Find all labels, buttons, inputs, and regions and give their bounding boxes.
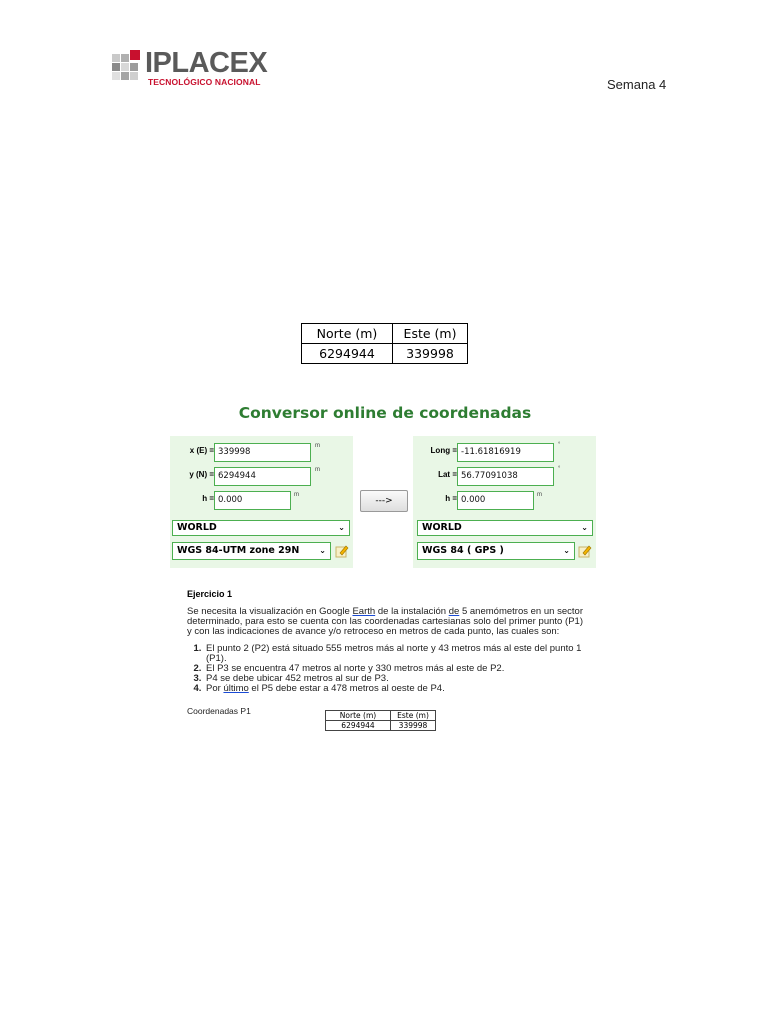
convert-button[interactable]: ---> xyxy=(360,490,408,512)
system-selected: WGS 84 ( GPS ) xyxy=(422,545,504,556)
long-label: Long = xyxy=(430,446,457,455)
source-panel xyxy=(170,436,353,568)
instructions-list xyxy=(187,644,583,694)
intro-earth: Earth xyxy=(352,606,376,617)
region-selected: WORLD xyxy=(422,522,462,533)
converter-title: Conversor online de coordenadas xyxy=(238,404,532,422)
region-select[interactable] xyxy=(172,520,350,536)
h-unit: m xyxy=(294,492,299,498)
exercise-block xyxy=(187,589,583,716)
exercise-intro xyxy=(187,607,583,637)
iplacex-logo xyxy=(112,47,272,90)
list-item: 1. El punto 2 (P2) está situado 555 metros más al norte y 43 metros más al este del punto 1 (P1). xyxy=(204,644,583,664)
lat-label: Lat = xyxy=(438,470,457,479)
brand-name: IPLACEX xyxy=(145,47,268,79)
y-unit: m xyxy=(315,467,320,473)
table-row xyxy=(326,721,436,731)
list-item xyxy=(204,684,583,694)
edit-note-icon[interactable] xyxy=(335,544,349,558)
table-cell: 6294944 xyxy=(302,344,393,364)
region-select[interactable] xyxy=(417,520,593,536)
intro-text: Se necesita la visualización en Google xyxy=(187,606,353,617)
chevron-down-icon: ⌄ xyxy=(319,546,326,555)
table-header-cell: Este (m) xyxy=(393,324,468,344)
intro-text: 5 anemómetros en un sector determinado, para esto se cuenta con las coordenadas cartesianas solo del primer punto (P1) y con las indicaciones de avance y/o retroceso en metros de cada punto, las cuales son: xyxy=(187,606,583,637)
lat-unit: ° xyxy=(558,466,561,472)
table-cell: 339998 xyxy=(391,721,436,731)
intro-text: de la instalación xyxy=(375,606,449,617)
table-header-row xyxy=(326,711,436,721)
p1-label: Coordenadas P1 xyxy=(187,706,251,716)
y-input[interactable]: 6294944 xyxy=(214,467,311,486)
table-header-row xyxy=(302,324,468,344)
region-selected: WORLD xyxy=(177,522,217,533)
list-item: 2. El P3 se encuentra 47 metros al norte y 330 metros más al este de P2. xyxy=(204,664,583,674)
edit-note-icon[interactable] xyxy=(578,544,592,558)
brand-tagline: TECNOLÓGICO NACIONAL xyxy=(148,77,261,87)
table-cell: 6294944 xyxy=(326,721,391,731)
h-input[interactable]: 0.000 xyxy=(214,491,291,510)
y-label: y (N) = xyxy=(189,470,214,479)
x-input[interactable]: 339998 xyxy=(214,443,311,462)
h-label: h = xyxy=(202,494,214,503)
table-header-cell: Norte (m) xyxy=(326,711,391,721)
system-select[interactable] xyxy=(417,542,575,560)
item-text: el P5 debe estar a 478 metros al oeste de P4. xyxy=(248,683,445,694)
system-select[interactable] xyxy=(172,542,331,560)
table-cell: 339998 xyxy=(393,344,468,364)
table-header-cell: Este (m) xyxy=(391,711,436,721)
x-unit: m xyxy=(315,443,320,449)
long-input[interactable]: -11.61816919 xyxy=(457,443,554,462)
h-input[interactable]: 0.000 xyxy=(457,491,534,510)
target-panel xyxy=(413,436,596,568)
h-label: h = xyxy=(445,494,457,503)
table-header-cell: Norte (m) xyxy=(302,324,393,344)
long-unit: ° xyxy=(558,442,561,448)
system-selected: WGS 84-UTM zone 29N xyxy=(177,545,300,556)
week-label: Semana 4 xyxy=(607,77,667,92)
coordinates-table xyxy=(301,323,468,364)
table-row xyxy=(302,344,468,364)
list-item: 3. P4 se debe ubicar 452 metros al sur de P3. xyxy=(204,674,583,684)
h-unit: m xyxy=(537,492,542,498)
chevron-down-icon: ⌄ xyxy=(581,523,588,532)
exercise-heading: Ejercicio 1 xyxy=(187,589,233,599)
logo-mosaic-icon xyxy=(112,50,148,86)
p1-coordinates-table xyxy=(325,710,436,731)
chevron-down-icon: ⌄ xyxy=(563,546,570,555)
item-text: Por xyxy=(206,683,224,694)
intro-de: de xyxy=(448,606,460,617)
x-label: x (E) = xyxy=(189,446,214,455)
item-ultimo: último xyxy=(223,683,249,694)
chevron-down-icon: ⌄ xyxy=(338,523,345,532)
lat-input[interactable]: 56.77091038 xyxy=(457,467,554,486)
